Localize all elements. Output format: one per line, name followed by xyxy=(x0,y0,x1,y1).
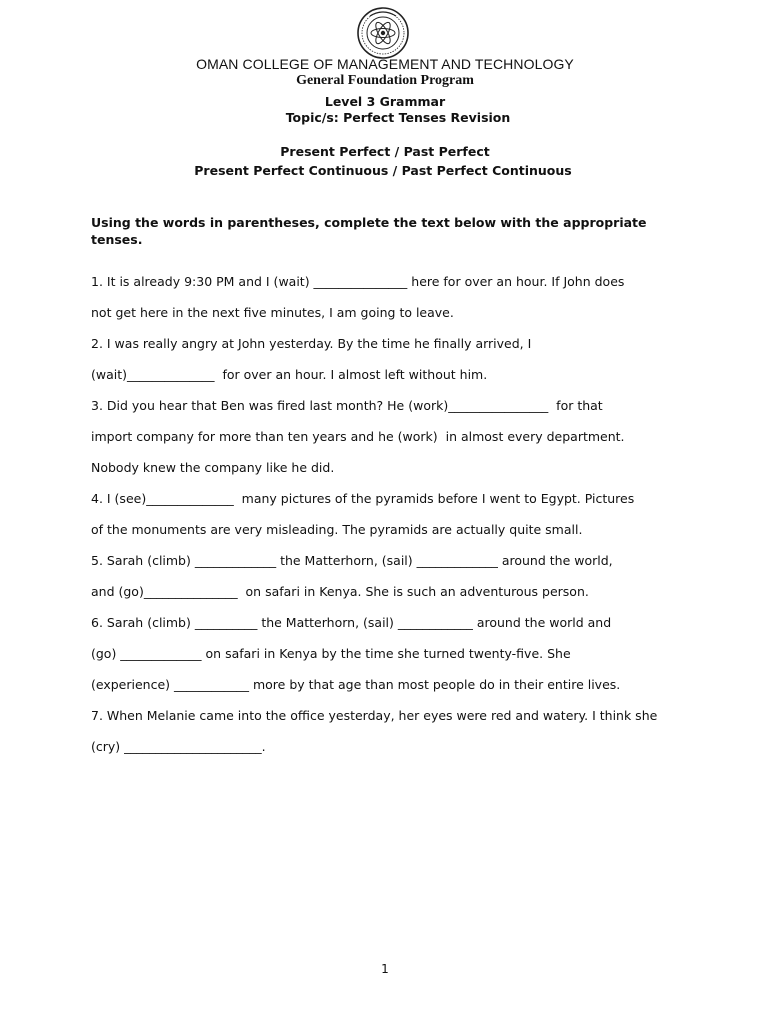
exercise-line: 3. Did you hear that Ben was fired last month? He (work)________________ for that xyxy=(91,398,603,413)
exercise-line: of the monuments are very misleading. The pyramids are actually quite small. xyxy=(91,522,583,537)
instructions: Using the words in parentheses, complete the text below with the appropriate tenses. xyxy=(91,215,647,247)
exercise-line: 5. Sarah (climb) _____________ the Matterhorn, (sail) _____________ around the world, xyxy=(91,553,613,568)
college-name: OMAN COLLEGE OF MANAGEMENT AND TECHNOLOGY xyxy=(196,56,574,72)
exercise-line: not get here in the next five minutes, I am going to leave. xyxy=(91,305,454,320)
topic-title: Topic/s: Perfect Tenses Revision xyxy=(285,110,511,125)
exercise-line: 4. I (see)______________ many pictures of the pyramids before I went to Egypt. Pictures xyxy=(91,491,635,506)
exercise-line: 6. Sarah (climb) __________ the Matterhorn, (sail) ____________ around the world and xyxy=(91,615,612,630)
page-number: 1 xyxy=(381,962,389,976)
exercise-line: 7. When Melanie came into the office yesterday, her eyes were red and watery. I think she xyxy=(91,708,658,723)
exercise-line: and (go)_______________ on safari in Kenya. She is such an adventurous person. xyxy=(91,584,589,599)
exercise-line: import company for more than ten years and he (work) in almost every department. xyxy=(91,429,625,444)
exercise-line: (go) _____________ on safari in Kenya by the time she turned twenty-five. She xyxy=(91,646,571,661)
exercise-line: 2. I was really angry at John yesterday. By the time he finally arrived, I xyxy=(91,336,532,351)
level-title: Level 3 Grammar xyxy=(324,94,446,109)
program-name: General Foundation Program xyxy=(296,73,474,88)
college-seal-icon xyxy=(356,6,410,60)
exercise-line: (cry) ______________________. xyxy=(91,739,266,754)
tenses-heading-2: Present Perfect Continuous / Past Perfect Continuous xyxy=(194,163,572,178)
exercise-line: 1. It is already 9:30 PM and I (wait) _______________ here for over an hour. If John does xyxy=(91,274,625,289)
exercise-line: (experience) ____________ more by that age than most people do in their entire lives. xyxy=(91,677,621,692)
exercise-line: Nobody knew the company like he did. xyxy=(91,460,335,475)
exercise-line: (wait)______________ for over an hour. I almost left without him. xyxy=(91,367,488,382)
tenses-heading-1: Present Perfect / Past Perfect xyxy=(280,144,490,159)
